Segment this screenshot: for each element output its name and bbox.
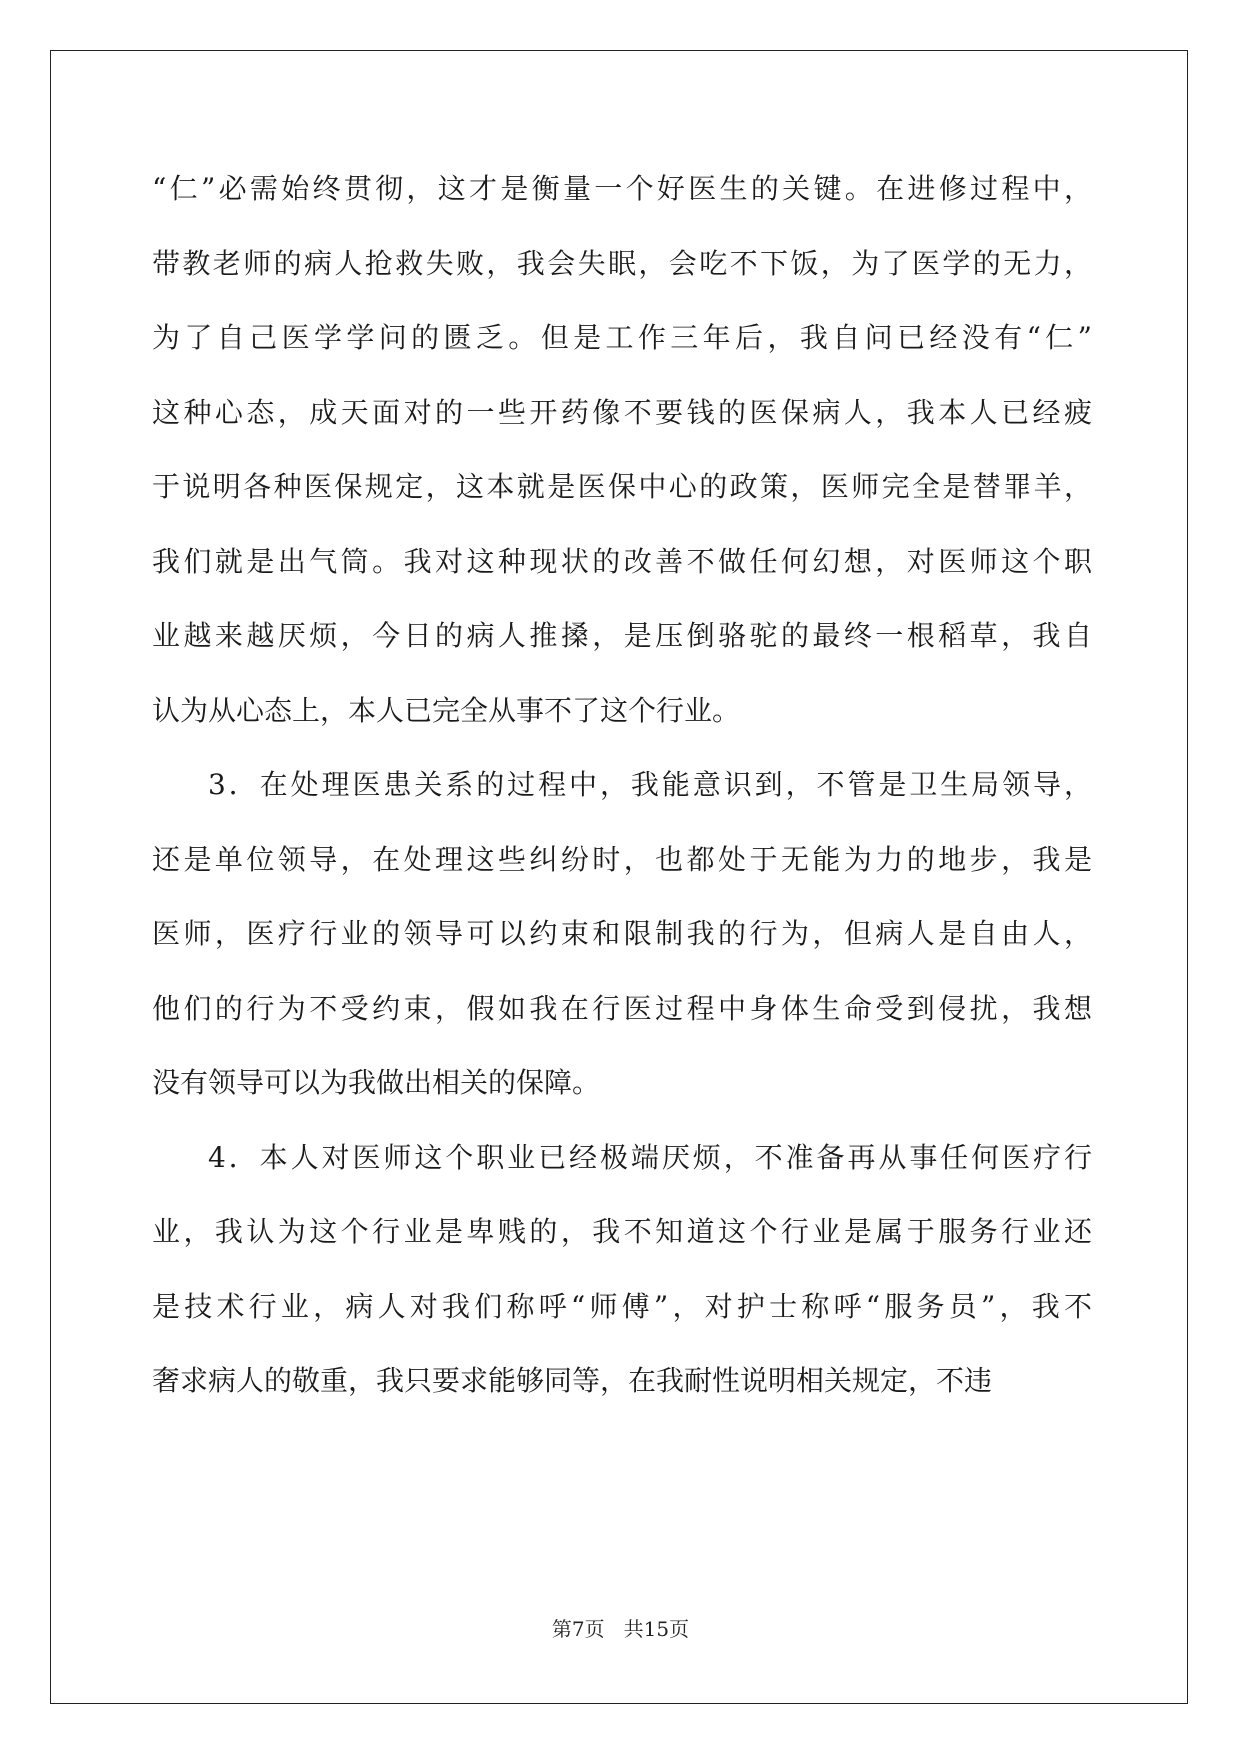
text-line: 我们就是出气筒。我对这种现状的改善不做任何幻想，对医师这个职 <box>152 544 1096 578</box>
text-line: 业，我认为这个行业是卑贱的，我不知道这个行业是属于服务行业还 <box>152 1215 1096 1248</box>
text-line: 业越来越厌烦，今日的病人推搡，是压倒骆驼的最终一根稻草，我自 <box>152 619 1096 652</box>
text-line: 还是单位领导，在处理这些纠纷时，也都处于无能为力的地步，我是 <box>152 842 1096 876</box>
page-number: 第7页 <box>551 1617 605 1641</box>
text-line: 是技术行业，病人对我们称呼“师傅”，对护士称呼“服务员”，我不 <box>152 1289 1097 1323</box>
text-line: 奢求病人的敬重，我只要求能够同等，在我耐性说明相关规定，不违 <box>152 1364 993 1397</box>
text-line: 带教老师的病人抢救失败，我会失眠，会吃不下饭，为了医学的无力， <box>152 246 1095 280</box>
text-line: 认为从心态上，本人已完全从事不了这个行业。 <box>152 693 741 727</box>
page-footer <box>0 1613 1241 1642</box>
text-line: 于说明各种医保规定，这本就是医保中心的政策，医师完全是替罪羊， <box>152 470 1095 503</box>
document-body <box>152 152 1097 1419</box>
text-line: 为了自己医学学问的匮乏。但是工作三年后，我自问已经没有“仁” <box>152 321 1097 354</box>
page-total: 共15页 <box>623 1617 690 1641</box>
text-line: 3．在处理医患关系的过程中，我能意识到，不管是卫生局领导， <box>208 768 1095 801</box>
text-line: 这种心态，成天面对的一些开药像不要钱的医保病人，我本人已经疲 <box>152 395 1096 429</box>
text-line: 医师，医疗行业的领导可以约束和限制我的行为，但病人是自由人， <box>152 917 1096 950</box>
text-line: “仁”必需始终贯彻，这才是衡量一个好医生的关键。在进修过程中， <box>152 172 1096 205</box>
text-line: 没有领导可以为我做出相关的保障。 <box>152 1066 601 1099</box>
text-line: 他们的行为不受约束，假如我在行医过程中身体生命受到侵扰，我想 <box>152 991 1096 1025</box>
text-line: 4．本人对医师这个职业已经极端厌烦，不准备再从事任何医疗行 <box>208 1140 1095 1174</box>
